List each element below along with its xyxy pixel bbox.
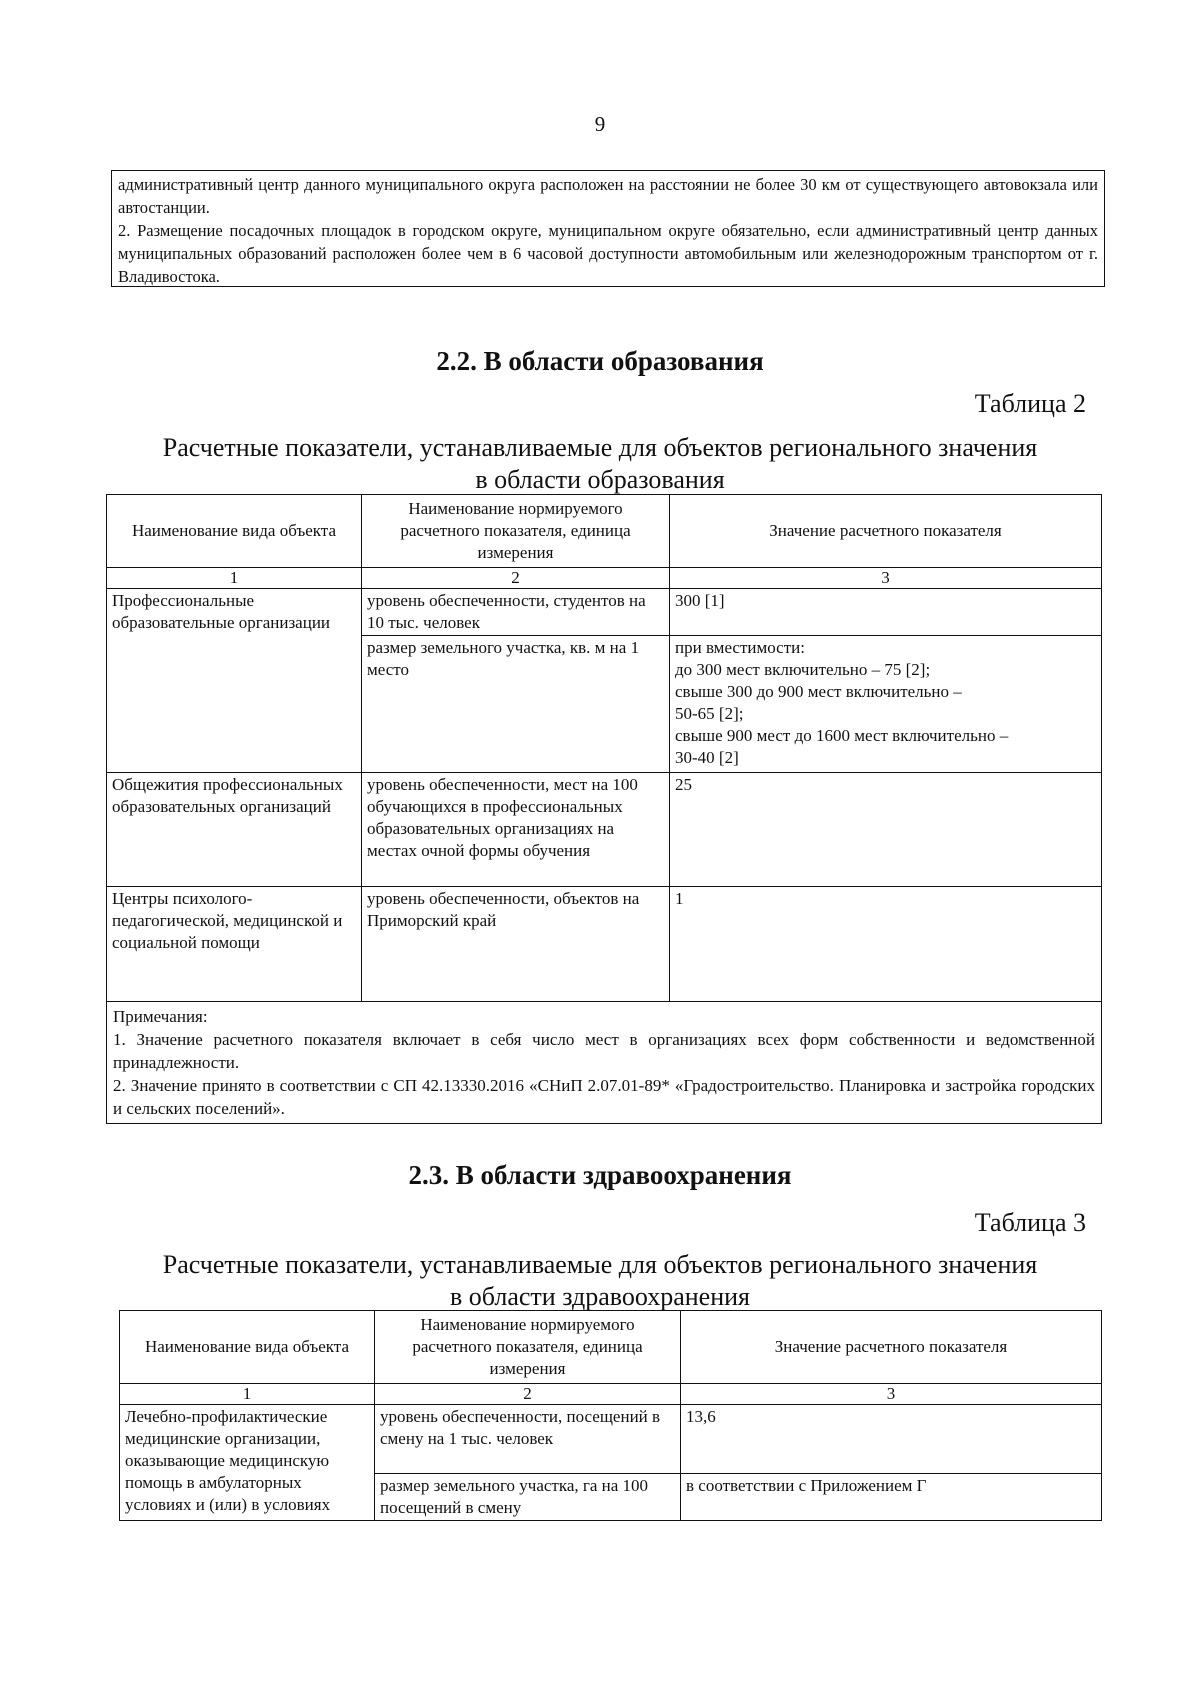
- column-number-row: [107, 568, 1102, 589]
- indicator-value-cell: 13,6: [681, 1405, 1102, 1474]
- table-row: [107, 589, 1102, 636]
- column-header: Наименование вида объекта: [120, 1311, 375, 1384]
- table-header-row: [107, 495, 1102, 568]
- indicator-value-cell: 300 [1]: [670, 589, 1102, 636]
- section-heading-health: 2.3. В области здравоохранения: [408, 1160, 792, 1190]
- table-caption-2-line2: в области образования: [475, 465, 725, 494]
- notes-row: [107, 1002, 1102, 1124]
- table-row: [120, 1405, 1102, 1474]
- indicator-name-cell: уровень обеспеченности, объектов на Приморский край: [362, 887, 670, 1002]
- note-item: 2. Значение принято в соответствии с СП 42.13330.2016 «СНиП 2.07.01-89* «Градостроительство. Планировка и застройка городских и сельских поселений».: [113, 1076, 1095, 1118]
- column-header: Наименование вида объекта: [107, 495, 362, 568]
- column-header: Значение расчетного показателя: [670, 495, 1102, 568]
- indicator-name-cell: уровень обеспеченности, студентов на 10 тыс. человек: [362, 589, 670, 636]
- table-caption-2: [0, 432, 1200, 496]
- indicator-name-cell: уровень обеспеченности, мест на 100 обучающихся в профессиональных образовательных организациях на местах очной формы обучения: [362, 773, 670, 887]
- section-heading-education: 2.2. В области образования: [436, 346, 764, 376]
- column-number: 2: [362, 568, 670, 589]
- column-number: 2: [375, 1384, 681, 1405]
- column-number-row: [120, 1384, 1102, 1405]
- table-caption-2-line1: Расчетные показатели, устанавливаемые для объектов регионального значения: [162, 433, 1038, 462]
- table-row: [107, 887, 1102, 1002]
- intro-paragraph-2: 2. Размещение посадочных площадок в городском округе, муниципальном округе обязательно, если административный центр данных муниципальных образований расположен более чем в 6 часовой доступности автомобильным или железнодорожным транспортом от г. Владивостока.: [118, 221, 1098, 286]
- column-header: Наименование нормируемого расчетного показателя, единица измерения: [375, 1311, 681, 1384]
- indicator-name-cell: размер земельного участка, га на 100 посещений в смену: [375, 1474, 681, 1521]
- column-header: Значение расчетного показателя: [681, 1311, 1102, 1384]
- education-table: [106, 494, 1102, 1124]
- notes-title: Примечания:: [113, 1007, 208, 1026]
- object-name-cell: Лечебно-профилактические медицинские организации, оказывающие медицинскую помощь в амбулаторных условиях и (или) в условиях: [120, 1405, 375, 1521]
- column-number: 3: [681, 1384, 1102, 1405]
- table-header-row: [120, 1311, 1102, 1384]
- table-label-2: Таблица 2: [974, 389, 1086, 418]
- table-caption-3-line2: в области здравоохранения: [450, 1282, 750, 1311]
- page-number: 9: [594, 112, 606, 136]
- object-name-cell: Профессиональные образовательные организации: [107, 589, 362, 773]
- column-number: 1: [120, 1384, 375, 1405]
- column-number: 3: [670, 568, 1102, 589]
- object-name-cell: Центры психолого-педагогической, медицинской и социальной помощи: [107, 887, 362, 1002]
- indicator-value-cell: 25: [670, 773, 1102, 887]
- intro-box: [111, 170, 1105, 287]
- table-label-3: Таблица 3: [974, 1208, 1086, 1237]
- table-caption-3: [0, 1249, 1200, 1313]
- notes-cell: [107, 1002, 1102, 1124]
- column-number: 1: [107, 568, 362, 589]
- indicator-name-cell: уровень обеспеченности, посещений в смену на 1 тыс. человек: [375, 1405, 681, 1474]
- indicator-value-cell: 1: [670, 887, 1102, 1002]
- column-header: Наименование нормируемого расчетного показателя, единица измерения: [362, 495, 670, 568]
- indicator-value-cell: в соответствии с Приложением Г: [681, 1474, 1102, 1521]
- indicator-value-cell: при вместимости: до 300 мест включительно – 75 [2]; свыше 300 до 900 мест включительно – 50-65 [2]; свыше 900 мест до 1600 мест включительно – 30-40 [2]: [670, 636, 1102, 773]
- intro-paragraph-1: административный центр данного муниципального округа расположен на расстоянии не более 30 км от существующего автовокзала или автостанции.: [118, 175, 1098, 217]
- health-table: [119, 1310, 1102, 1521]
- note-item: 1. Значение расчетного показателя включает в себя число мест в организациях всех форм собственности и ведомственной принадлежности.: [113, 1030, 1095, 1072]
- table-caption-3-line1: Расчетные показатели, устанавливаемые для объектов регионального значения: [162, 1250, 1038, 1279]
- table-row: [107, 773, 1102, 887]
- object-name-cell: Общежития профессиональных образовательных организаций: [107, 773, 362, 887]
- indicator-name-cell: размер земельного участка, кв. м на 1 место: [362, 636, 670, 773]
